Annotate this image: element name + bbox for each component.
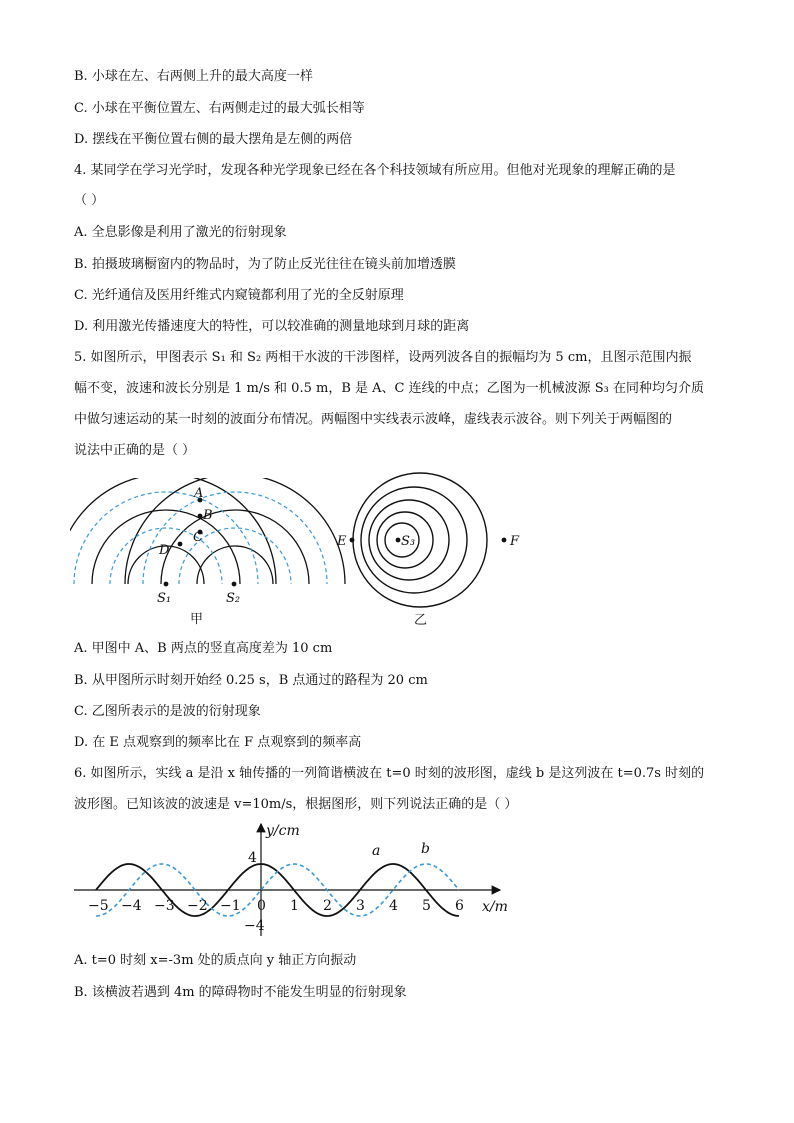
- option-5c: C. 乙图所表示的是波的衍射现象: [74, 704, 261, 719]
- point-d: [178, 542, 183, 547]
- question-4-stem: 4. 某同学在学习光学时，发现各种光学现象已经在各个科技领域有所应用。但他对光现象的理解正确的是: [74, 163, 676, 178]
- label-c: C: [193, 530, 203, 545]
- point-f: [502, 538, 507, 543]
- source-s2: [232, 582, 237, 587]
- figure-wave-graph: [70, 818, 520, 940]
- label-e: E: [337, 534, 347, 549]
- figure-yi-doppler: [334, 472, 524, 630]
- label-a: A: [194, 486, 204, 501]
- x-tick-label: −5: [88, 898, 109, 914]
- x-tick-label: 2: [323, 898, 332, 914]
- question-5-stem-1: 5. 如图所示，甲图表示 S₁ 和 S₂ 两相干水波的干涉图样，设两列波各自的振幅均为 5 cm，且图示范围内振: [74, 350, 692, 365]
- caption-yi: 乙: [414, 613, 428, 628]
- x-tick-label: 1: [290, 898, 299, 914]
- option-3d: D. 摆线在平衡位置右侧的最大摆角是左侧的两倍: [74, 132, 353, 147]
- x-tick-label: 3: [356, 898, 365, 914]
- y-tick-4: 4: [248, 850, 257, 866]
- question-5-stem-2: 幅不变，波速和波长分别是 1 m/s 和 0.5 m，B 是 A、C 连线的中点；乙图为一机械波源 S₃ 在同种均匀介质: [74, 381, 704, 396]
- option-3c: C. 小球在平衡位置左、右两侧走过的最大弧长相等: [74, 101, 365, 116]
- label-s2: S₂: [226, 591, 241, 606]
- x-tick-label: −1: [220, 898, 241, 914]
- x-tick-label: 4: [389, 898, 398, 914]
- option-6b: B. 该横波若遇到 4m 的障碍物时不能发生明显的衍射现象: [74, 985, 407, 1000]
- x-tick-label: 0: [257, 898, 266, 914]
- s1-crest-3: [125, 478, 345, 584]
- point-b: [198, 514, 203, 519]
- question-6-stem-2: 波形图。已知该波的波速是 v=10m/s，根据图形，则下列说法正确的是（ ）: [74, 797, 518, 812]
- s2-crest-3: [70, 478, 276, 584]
- label-s3: S₃: [401, 534, 416, 549]
- s1-trough-2: [143, 492, 327, 584]
- curve-a-label: a: [372, 843, 381, 859]
- question-4-bracket: （ ）: [74, 193, 105, 208]
- y-axis-label: y/cm: [266, 823, 300, 839]
- curve-b-label: b: [421, 841, 430, 857]
- point-e: [350, 538, 355, 543]
- option-4b: B. 拍摄玻璃橱窗内的物品时，为了防止反光往往在镜头前加增透膜: [74, 257, 456, 272]
- question-5-stem-4: 说法中正确的是（ ）: [74, 443, 196, 458]
- source-s1: [164, 582, 169, 587]
- option-4a: A. 全息影像是利用了激光的衍射现象: [74, 225, 287, 240]
- x-tick-label: 5: [422, 898, 431, 914]
- option-6a: A. t=0 时刻 x=-3m 处的质点向 y 轴正方向振动: [74, 953, 357, 968]
- wave-fronts: [353, 473, 487, 607]
- label-f: F: [510, 534, 520, 549]
- option-3b: B. 小球在左、右两侧上升的最大高度一样: [74, 69, 313, 84]
- label-d: D: [159, 543, 170, 558]
- option-5a: A. 甲图中 A、B 两点的竖直高度差为 10 cm: [74, 641, 333, 656]
- option-5d: D. 在 E 点观察到的频率比在 F 点观察到的频率高: [74, 735, 362, 750]
- option-5b: B. 从甲图所示时刻开始经 0.25 s，B 点通过的路程为 20 cm: [74, 673, 428, 688]
- question-6-stem-1: 6. 如图所示，实线 a 是沿 x 轴传播的一列简谐横波在 t=0 时刻的波形图，虚线 b 是这列波在 t=0.7s 时刻的: [74, 766, 705, 781]
- crest-arcs: [70, 478, 345, 584]
- x-tick-label: −4: [121, 898, 142, 914]
- question-5-stem-3: 中做匀速运动的某一时刻的波面分布情况。两幅图中实线表示波峰，虚线表示波谷。则下列关于两幅图的: [74, 412, 673, 427]
- x-axis-label: x/m: [482, 899, 508, 915]
- s1-crest-2: [161, 510, 309, 584]
- option-4d: D. 利用激光传播速度大的特性，可以较准确的测量地球到月球的距离: [74, 319, 470, 334]
- y-tick-minus-4: −4: [244, 918, 265, 934]
- s2-trough-2: [74, 492, 258, 584]
- x-tick-label: 6: [455, 898, 464, 914]
- x-tick-label: −2: [187, 898, 208, 914]
- s1-crest-1: [197, 546, 273, 584]
- label-b: B: [203, 508, 213, 523]
- caption-jia: 甲: [190, 612, 204, 627]
- figure-jia-interference: [70, 478, 350, 628]
- option-4c: C. 光纤通信及医用纤维式内窥镜都利用了光的全反射原理: [74, 288, 404, 303]
- source-s3: [396, 538, 401, 543]
- x-tick-label: −3: [154, 898, 175, 914]
- label-s1: S₁: [157, 591, 172, 606]
